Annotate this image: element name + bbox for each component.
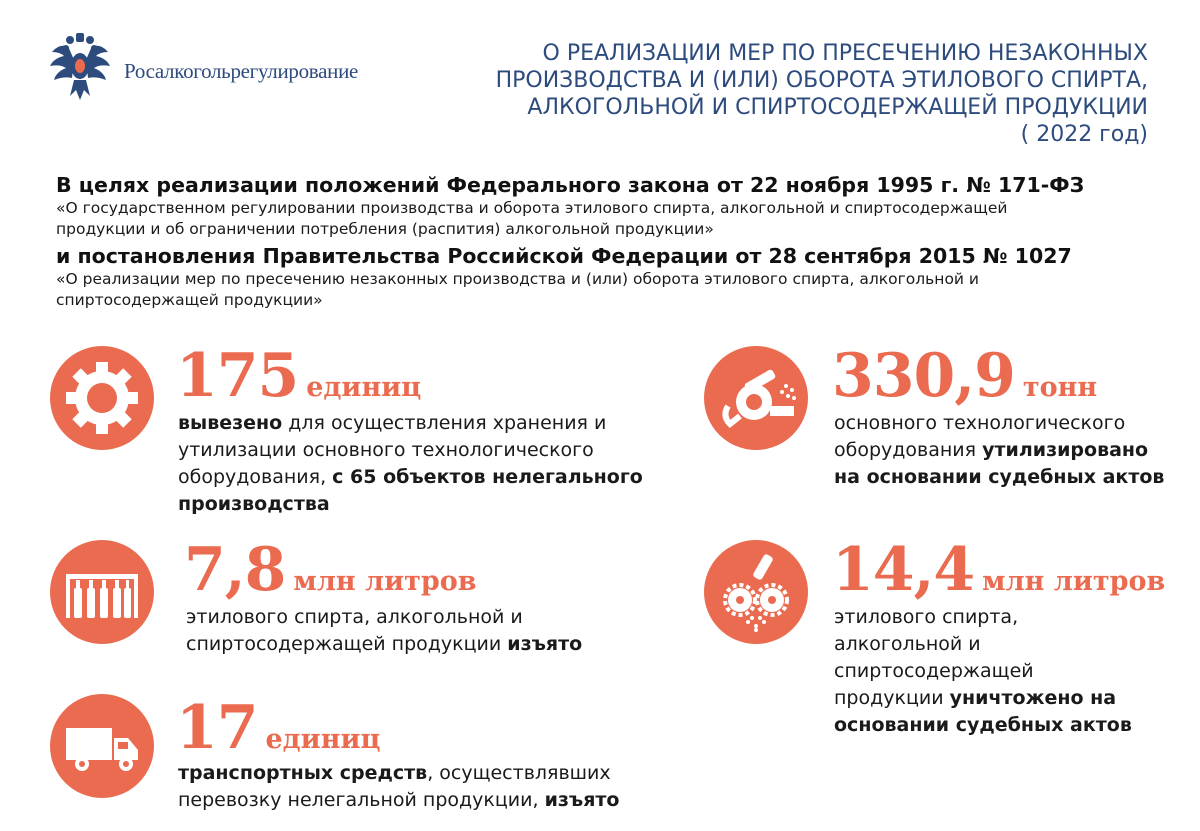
bold-text: транспортных средств	[178, 762, 428, 784]
bold-text: с 65 объектов нелегального	[332, 466, 643, 488]
text: , осуществлявших	[427, 762, 611, 784]
stat-unit: единиц	[306, 372, 422, 403]
crusher-icon	[704, 540, 808, 644]
title-line: ПРОИЗВОДСТВА И (ИЛИ) ОБОРОТА ЭТИЛОВОГО СПИРТА,	[495, 68, 1148, 93]
stat-vehicles-seized-text	[178, 760, 738, 814]
stat-equipment-disposed-value	[832, 341, 1098, 411]
stat-equipment-disposed-text	[834, 410, 1184, 491]
text: оборудования,	[178, 466, 333, 488]
stat-number: 7,8	[184, 535, 286, 605]
description-line	[834, 658, 1174, 685]
page-title	[428, 40, 1148, 148]
description-line	[834, 464, 1184, 491]
description-line	[186, 631, 686, 658]
text: оборудования	[834, 439, 983, 461]
stat-alcohol-seized-value	[184, 535, 477, 605]
truck-icon	[50, 694, 154, 798]
description-line	[834, 604, 1174, 631]
law-title-quote-2	[56, 269, 1166, 311]
quote-line: «О государственном регулировании производства и оборота этилового спирта, алкогольной и спиртосодержащей	[56, 199, 1008, 217]
description-line	[834, 631, 1174, 658]
grinder-icon	[704, 346, 808, 450]
bold-text: на основании судебных актов	[834, 466, 1165, 488]
brand-logo	[44, 30, 358, 108]
bold-text: утилизировано	[982, 439, 1149, 461]
bottles-rack-icon	[50, 540, 154, 644]
text: перевозку нелегальной продукции,	[178, 789, 545, 811]
quote-line: «О реализации мер по пресечению незаконных производства и (или) оборота этилового спирта, алкогольной и	[56, 270, 979, 288]
law-title-quote-1	[56, 198, 1166, 240]
stat-unit: единиц	[265, 724, 381, 755]
description-line	[834, 685, 1174, 712]
stat-number: 17	[176, 693, 258, 763]
text: этилового спирта, алкогольной и	[186, 606, 523, 628]
gear-icon	[50, 346, 154, 450]
bold-text: производства	[178, 493, 330, 515]
brand-name: Росалкогольрегулирование	[124, 58, 359, 83]
stat-vehicles-seized-value	[176, 693, 381, 763]
description-line	[834, 410, 1184, 437]
stat-alcohol-destroyed-text	[834, 604, 1174, 739]
description-line	[178, 760, 738, 787]
stat-equipment-removed-value	[176, 341, 422, 411]
stat-equipment-removed-text	[178, 410, 698, 518]
text: этилового спирта,	[834, 606, 1019, 628]
text: основного технологического	[834, 412, 1126, 434]
intro-block	[56, 172, 1166, 314]
stat-unit: млн литров	[982, 566, 1166, 597]
bold-text: изъято	[507, 633, 583, 655]
description-line	[178, 491, 698, 518]
stat-number: 175	[176, 341, 299, 411]
text: продукции	[834, 687, 950, 709]
title-line: АЛКОГОЛЬНОЙ И СПИРТОСОДЕРЖАЩЕЙ ПРОДУКЦИИ	[527, 95, 1148, 120]
bold-text: вывезено	[178, 412, 283, 434]
description-line	[834, 712, 1174, 739]
description-line	[178, 437, 698, 464]
bold-text: основании судебных актов	[834, 714, 1132, 736]
description-line	[834, 437, 1184, 464]
law-reference-1: В целях реализации положений Федерального закона от 22 ноября 1995 г. № 171-ФЗ	[56, 173, 1085, 197]
title-line: О РЕАЛИЗАЦИИ МЕР ПО ПРЕСЕЧЕНИЮ НЕЗАКОННЫХ	[542, 41, 1148, 66]
description-line	[178, 787, 738, 814]
text: спиртосодержащей	[834, 660, 1034, 682]
stat-alcohol-seized-text	[186, 604, 686, 658]
text: для осуществления хранения и	[282, 412, 607, 434]
quote-line: продукции и об ограничении потребления (распития) алкогольной продукции»	[56, 220, 714, 238]
stat-unit: тонн	[1022, 372, 1098, 403]
stat-unit: млн литров	[293, 566, 477, 597]
description-line	[178, 410, 698, 437]
stat-number: 14,4	[832, 535, 975, 605]
bold-text: изъято	[544, 789, 620, 811]
law-reference-2: и постановления Правительства Российской Федерации от 28 сентября 2015 № 1027	[56, 244, 1072, 268]
text: алкогольной и	[834, 633, 981, 655]
text: утилизации основного технологического	[178, 439, 594, 461]
stat-alcohol-destroyed-value	[832, 535, 1166, 605]
quote-line: спиртосодержащей продукции»	[56, 291, 323, 309]
bold-text: уничтожено на	[949, 687, 1117, 709]
title-year: ( 2022 год)	[1020, 122, 1148, 147]
stat-number: 330,9	[832, 341, 1015, 411]
text: спиртосодержащей продукции	[186, 633, 508, 655]
description-line	[178, 464, 698, 491]
double-headed-eagle-emblem-icon	[44, 30, 116, 108]
description-line	[186, 604, 686, 631]
